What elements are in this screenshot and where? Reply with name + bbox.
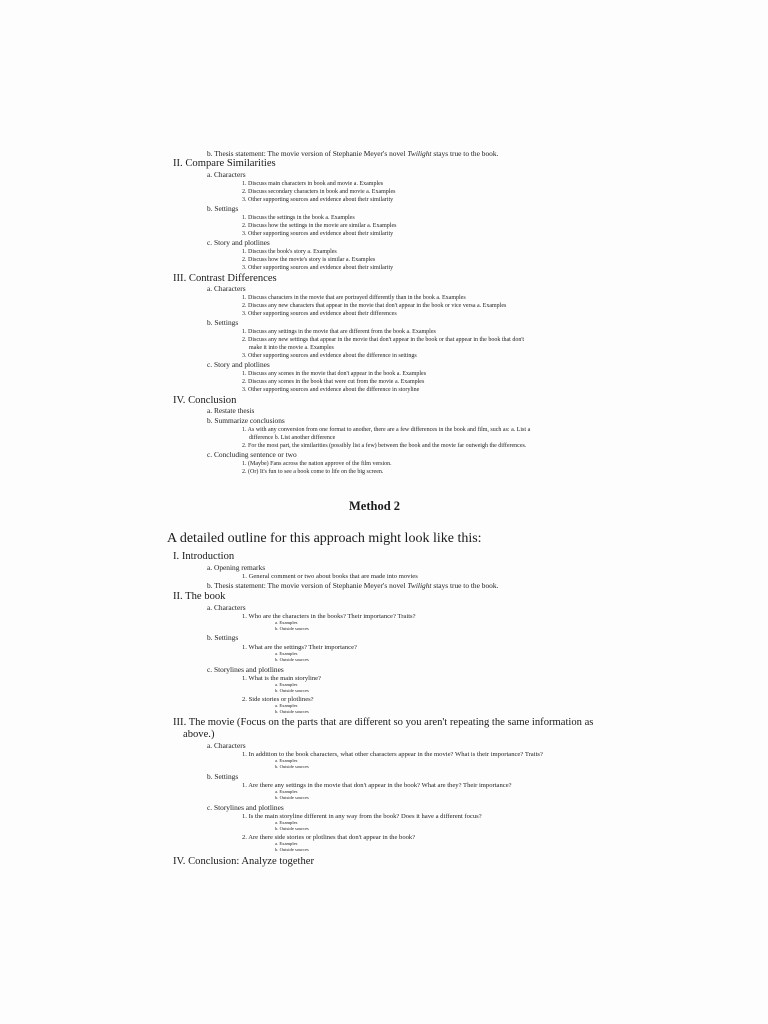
outline-line: 3. Other supporting sources and evidence about the difference in settings [242, 353, 417, 359]
outline-line: 2. Discuss how the movie's story is similar a. Examples [242, 257, 376, 263]
outline-line: 2. Side stories or plotlines? [242, 696, 314, 703]
outline-line: a. Characters [207, 603, 246, 612]
outline-line: III. Contrast Differences [173, 273, 277, 284]
outline-line: 1. As with any conversion from one format to another, there are a few differences in the book and film, such as: a. List a [242, 427, 531, 433]
outline-line: a. Examples [275, 620, 298, 625]
outline-line: II. Compare Similarities [173, 158, 276, 169]
outline-line: b. Outside sources [275, 709, 309, 714]
outline-line: b. Settings [207, 772, 239, 781]
outline-line: b. Outside sources [275, 626, 309, 631]
outline-line: difference b. List another difference [249, 435, 336, 441]
outline-line: b. Settings [207, 204, 239, 213]
outline-line: 1. Discuss main characters in book and movie a. Examples [242, 181, 384, 187]
outline-line: c. Concluding sentence or two [207, 450, 297, 459]
outline-line: b. Outside sources [275, 764, 309, 769]
outline-line: 1. Discuss characters in the movie that are portrayed differently than in the book a. Examples [242, 295, 466, 301]
outline-line: a. Examples [275, 789, 298, 794]
outline-line: 1. Are there any settings in the movie that don't appear in the book? What are they? Their importance? [242, 782, 512, 789]
outline-line: b. Thesis statement: The movie version of Stephanie Meyer's novel Twilight stays true to the book. [207, 149, 499, 158]
outline-line: 2. Discuss any new characters that appear in the movie that don't appear in the book or vice versa a. Examples [242, 303, 507, 309]
outline-line: a. Examples [275, 758, 298, 763]
outline-line: a. Examples [275, 651, 298, 656]
outline-line: above.) [183, 729, 215, 740]
outline-line: 1. General comment or two about books that are made into movies [242, 573, 418, 580]
method-2-intro: A detailed outline for this approach might look like this: [167, 531, 482, 546]
outline-line: 3. Other supporting sources and evidence about their similarity [242, 231, 394, 237]
method-2-heading: Method 2 [349, 499, 401, 513]
outline-line: a. Restate thesis [207, 406, 255, 415]
outline-line: b. Outside sources [275, 688, 309, 693]
outline-line: c. Story and plotlines [207, 360, 270, 369]
outline-line: a. Characters [207, 284, 246, 293]
outline-line: 1. Discuss any settings in the movie that are different from the book a. Examples [242, 329, 436, 335]
outline-line: 1. In addition to the book characters, what other characters appear in the movie? What is their importance? Traits? [242, 751, 543, 758]
outline-line: a. Examples [275, 682, 298, 687]
outline-line: 1. What is the main storyline? [242, 675, 321, 682]
outline-line: 2. For the most part, the similarities (possibly list a few) between the book and the movie far outweigh the differences. [242, 443, 527, 449]
outline-line: 3. Other supporting sources and evidence about their differences [242, 311, 397, 317]
outline-line: 1. Is the main storyline different in any way from the book? Does it have a different focus? [242, 813, 482, 820]
outline-line: 2. Are there side stories or plotlines that don't appear in the book? [242, 834, 416, 841]
outline-line: IV. Conclusion: Analyze together [173, 856, 315, 867]
outline-line: 1. What are the settings? Their importance? [242, 644, 357, 651]
outline-line: 2. Discuss any scenes in the book that were cut from the movie a. Examples [242, 379, 425, 385]
outline-line: a. Opening remarks [207, 563, 266, 572]
outline-line: c. Story and plotlines [207, 238, 270, 247]
outline-line: 3. Other supporting sources and evidence about their similarity [242, 265, 394, 271]
outline-line: a. Examples [275, 820, 298, 825]
outline-line: 1. Discuss the book's story a. Examples [242, 249, 337, 255]
outline-line: 3. Other supporting sources and evidence about their similarity [242, 197, 394, 203]
outline-line: 2. (Or) It's fun to see a book come to life on the big screen. [242, 469, 384, 475]
outline-line: make it into the movie a. Examples [249, 345, 334, 351]
outline-line: b. Outside sources [275, 847, 309, 852]
outline-line: a. Characters [207, 741, 246, 750]
outline-line: 2. Discuss secondary characters in book and movie a. Examples [242, 189, 396, 195]
outline-line: IV. Conclusion [173, 395, 237, 406]
outline-line: II. The book [173, 591, 226, 602]
outline-line: b. Outside sources [275, 826, 309, 831]
outline-line: b. Thesis statement: The movie version of Stephanie Meyer's novel Twilight stays true to the book. [207, 581, 499, 590]
outline-line: 2. Discuss how the settings in the movie are similar a. Examples [242, 223, 397, 229]
outline-line: a. Examples [275, 703, 298, 708]
outline-line: b. Settings [207, 318, 239, 327]
outline-line: 1. (Maybe) Fans across the nation approve of the film version. [242, 461, 392, 467]
outline-line: 1. Discuss the settings in the book a. Examples [242, 215, 355, 221]
outline-line: 2. Discuss any new settings that appear in the movie that don't appear in the book or that appear in the book that don't [242, 337, 525, 343]
outline-line: b. Outside sources [275, 795, 309, 800]
outline-line: I. Introduction [173, 551, 235, 562]
outline-line: a. Characters [207, 170, 246, 179]
outline-line: 1. Discuss any scenes in the movie that don't appear in the book a. Examples [242, 371, 427, 377]
outline-line: c. Storylines and plotlines [207, 803, 284, 812]
outline-line: 3. Other supporting sources and evidence about the difference in storyline [242, 387, 420, 393]
outline-line: III. The movie (Focus on the parts that are different so you aren't repeating the same information as [173, 717, 594, 728]
outline-line: 1. Who are the characters in the books? Their importance? Traits? [242, 613, 416, 620]
outline-line: b. Summarize conclusions [207, 416, 285, 425]
outline-line: b. Settings [207, 633, 239, 642]
outline-line: c. Storylines and plotlines [207, 665, 284, 674]
outline-line: b. Outside sources [275, 657, 309, 662]
outline-line: a. Examples [275, 841, 298, 846]
